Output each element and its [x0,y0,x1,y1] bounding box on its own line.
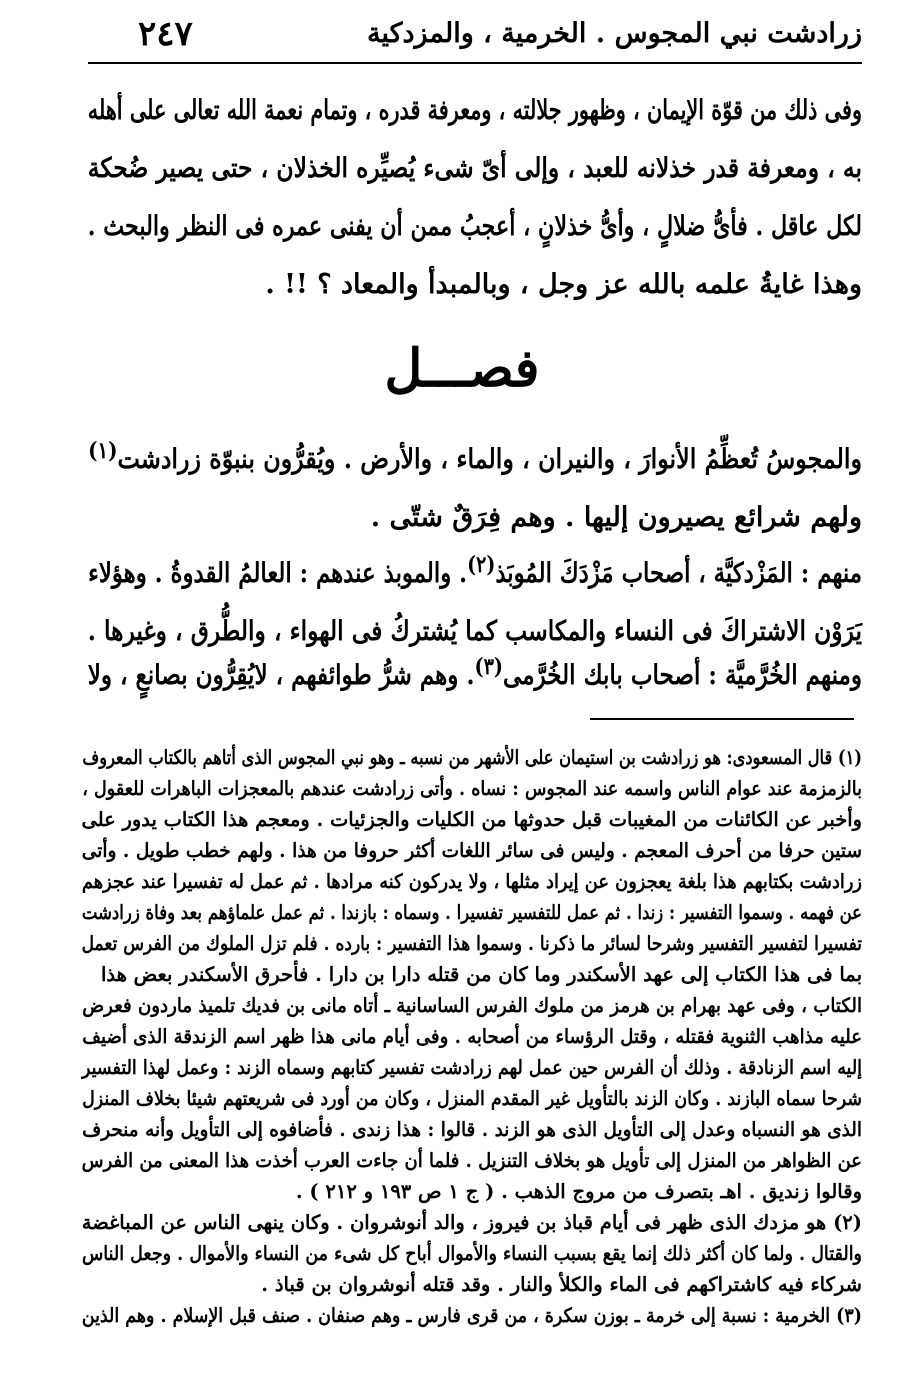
text-line [88,536,862,603]
page-number: ٢٤٧ [138,14,193,54]
section-heading: فصـــل [384,338,540,399]
text-line-part: ومنهم الخُرَّميَّة : أصحاب بابك الخُرَّمى [502,660,862,691]
footnote-line: شرحا سماه البازند . وكان الزند بالتأويل غير المقدم المنزل ، وكان من أورد فى شريعتهم شيئا بخلاف المنزل [82,1087,863,1110]
footnote-ref-3: (٣) [474,654,503,680]
text-line-part: . وهم شرُّ طوائفهم ، لايُقِرُّون بصانعٍ ، ولا [87,660,475,691]
footnote-line: زرادشت بكتابهم هذا بلغة يعجزون عن إيراد مثلها ، ولا يدركون كنه مرادها . ثم عمل له تفسيرا عند عجزهم [81,870,862,893]
text-line [88,422,862,489]
paragraph-khurramites [88,638,862,705]
footnote-line: عن فهمه . وسموا التفسير : زندا . ثم عمل للتفسير تفسيرا . وسماه : بازندا . ثم عمل علماؤهم بعد وفاة زرادشت [81,901,862,924]
footnote-line: (٢) هو مزدك الذى ظهر فى أيام قباذ بن فيروز ، والد أنوشروان . وكان ينهى الناس عن المباغضة [81,1211,862,1234]
text-line: به ، ومعرفة قدر خذلانه للعبد ، وإلى أىّ شىء يُصيِّره الخذلان ، حتى يصير ضُحكة [87,153,862,184]
paragraph-intro [88,82,862,314]
footnote-line: وأخبر عن الكائنات من المغيبات قبل حدوثها من الكليات والجزئيات . ومعجم هذا الكتاب يدور على [81,808,862,831]
footnote-line: بما فى هذا الكتاب إلى عهد الأسكندر وما كان من قتله دارا بن دارا . فأحرق الأسكندر بعض هذا [100,963,862,986]
footnote-line: (٣) الخرمية : نسبة إلى خرمة ـ بوزن سكرة ، من قرى فارس ـ وهم صنفان . صنف قبل الإسلام . وهم الذين [81,1304,862,1327]
footnote-line: شركاء فيه كاشتراكهم فى الماء والكلأ والنار . وقد قتله أنوشروان بن قباذ . [261,1273,862,1296]
footnote-2 [82,1207,862,1300]
footnote-ref-2: (٢) [467,552,496,578]
footnote-3 [82,1300,862,1331]
footnotes [82,742,862,1331]
footnote-line: الكتاب ، وفى عهد بهرام بن هرمز من ملوك الفرس الساسانية ـ أتاه مانى بن فديك تلميذ ماردون فعرض [82,994,863,1017]
footnote-ref-1: (١) [88,438,118,464]
footnote-line: عن الظواهر من المنزل إلى تأويل هو بخلاف التنزيل . فلما أن جاءت العرب أخذت هذا المعنى من الفرس [81,1149,862,1172]
text-line [87,638,862,705]
text-line-part: منهم : المَزْدكيَّة ، أصحاب مَزْدَكَ المُوبَذ [495,558,862,589]
text-line: يَرَوْن الاشتراكَ فى النساء والمكاسب كما يُشتركُ فى الهواء ، والطُّرق ، وغيرها . [87,616,862,647]
footnote-line: والقتال . ولما كان أكثر ذلك إنما يقع بسبب النساء والأموال أباح كل شىء من النساء والأموال . وجعل الناس [81,1242,863,1265]
footnote-line: إليه اسم الزنادقة . وذلك أن الفرس حين عمل لهم زرادشت تفسير كتابهم وسماه الزند : وعمل لهذا التفسير [82,1056,863,1079]
footnote-1 [82,742,862,1207]
running-title: زرادشت نبي المجوس . الخرمية ، والمزدكية [366,18,862,49]
footnote-line: وقالوا زنديق . اهـ بتصرف من مروج الذهب . ( ج ١ ص ١٩٣ و ٢١٢ ) . [295,1180,862,1203]
footnote-line: عليه مذاهب الثنوية فقتله ، وقتل الرؤساء من أصحابه . وفى أيام مانى هذا ظهر اسم الزندقة الذى أضيف [82,1025,862,1048]
footnote-line: بالزمزمة عند عوام الناس واسمه عند المجوس : نساه . وأتى زرادشت عندهم بالمعجزات الباهرات للعقول ، [82,777,863,800]
footnote-line: تفسيرا لتفسير التفسير وشرحا لسائر ما ذكرنا . وسموا هذا التفسير : بارده . فلم تزل الملوك من الفرس تعمل [81,932,862,955]
text-line: لكل عاقل . فأىُّ ضلالٍ ، وأىُّ خذلانٍ ، أعجبُ ممن أن يفنى عمره فى النظر والبحث . [87,211,863,242]
text-line-part: والمجوسُ تُعظِّمُ الأنوارَ ، والنيران ، والماء ، والأرض . ويُقرُّون بنبوّة زرادشت [117,444,862,475]
page-header [88,8,862,64]
footnote-line: الذى هو النسباه وعدل إلى التأويل الذى هو الزند . قالوا : هذا زندى . فأضافوه إلى التأويل وأنه منحرف [82,1118,862,1141]
paragraph-magians [88,422,862,547]
text-line: وهذا غايةُ علمه بالله عز وجل ، وبالمبدأ والمعاد ؟ !! . [265,269,862,300]
footnote-divider [590,718,854,720]
text-line: وفى ذلك من قوّة الإيمان ، وظهور جلالته ، ومعرفة قدره ، وتمام نعمة الله تعالى على أهله [87,95,862,126]
text-line: ولهم شرائع يصيرون إليها . وهم فِرَقٌ شتّى . [370,502,862,533]
footnote-line: ستين حرفا من أحرف المعجم . وليس فى سائر اللغات أكثر حروفا من هذا . ولهم خطب طويل . وأتى [81,839,863,862]
text-line-part: . والموبذ عندهم : العالمُ القدوةُ . وهؤلاء [88,558,468,589]
footnote-line: (١) قال المسعودى: هو زرادشت بن استيمان على الأشهر من نسبه ـ وهو نبي المجوس الذى أتاهم بالكتاب المعروف [82,746,862,769]
